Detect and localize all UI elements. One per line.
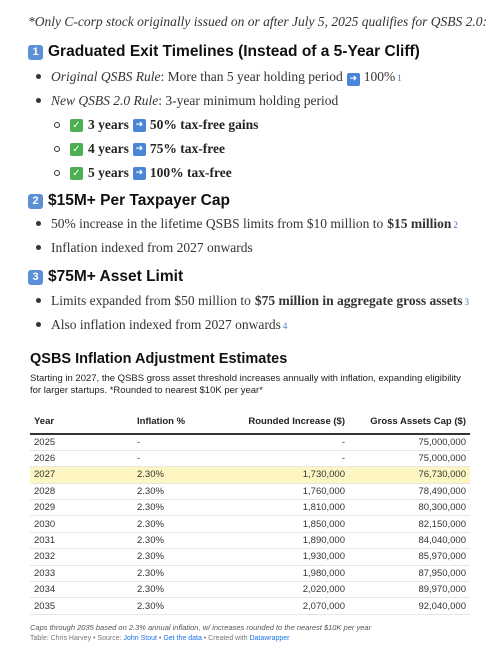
cell-inflation: 2.30%	[133, 500, 223, 516]
source-link[interactable]: John Stout	[123, 634, 157, 642]
cell-inflation: -	[133, 450, 223, 466]
keycap-2-icon: 2	[28, 194, 43, 209]
cell-year: 2030	[30, 516, 133, 532]
bullet-dot-icon	[36, 98, 41, 103]
cell-gross-assets-cap: 84,040,000	[349, 532, 470, 548]
cell-year: 2029	[30, 500, 133, 516]
right-arrow-icon: ➜	[133, 167, 146, 180]
table-row	[30, 467, 470, 483]
header-year[interactable]: Year	[30, 409, 133, 434]
section-3-heading	[28, 268, 183, 286]
cell-gross-assets-cap: 80,300,000	[349, 500, 470, 516]
check-mark-icon: ✓	[70, 143, 83, 156]
table-row	[30, 549, 470, 565]
section-2-title: $15M+ Per Taxpayer Cap	[48, 192, 230, 209]
table-row	[30, 483, 470, 499]
sub-bullet-3-years: ✓ 3 years ➜ 50% tax-free gains	[54, 117, 258, 133]
cell-year: 2028	[30, 483, 133, 499]
check-mark-icon: ✓	[70, 119, 83, 132]
section-3-title: $75M+ Asset Limit	[48, 268, 184, 285]
cell-rounded-increase: -	[223, 450, 349, 466]
cell-rounded-increase: 2,070,000	[223, 598, 349, 614]
cell-inflation: -	[133, 434, 223, 450]
cell-rounded-increase: 1,890,000	[223, 532, 349, 548]
inflation-table	[30, 409, 470, 615]
check-mark-icon: ✓	[70, 167, 83, 180]
footnote-ref-1[interactable]: 1	[397, 73, 402, 83]
table-header-row	[30, 409, 470, 434]
bullet-dot-icon	[36, 74, 41, 79]
cell-inflation: 2.30%	[133, 598, 223, 614]
bullet-dot-icon	[36, 245, 41, 250]
bullet-also-indexed: Also inflation indexed from 2027 onwards 4	[36, 317, 287, 333]
right-arrow-icon: ➜	[133, 119, 146, 132]
cell-year: 2035	[30, 598, 133, 614]
sub-bullet-ring-icon	[54, 122, 60, 128]
sub-bullet-4-years: ✓ 4 years ➜ 75% tax-free	[54, 141, 225, 157]
cell-year: 2031	[30, 532, 133, 548]
table-credits: Table: Chris Harvey • Source: John Stout • Get the data • Created with Datawrapper	[30, 634, 290, 642]
table-row	[30, 582, 470, 598]
table-row	[30, 516, 470, 532]
cell-rounded-increase: 1,810,000	[223, 500, 349, 516]
bullet-asset-limit: Limits expanded from $50 million to $75 million in aggregate gross assets 3	[36, 293, 469, 309]
cell-inflation: 2.30%	[133, 582, 223, 598]
datawrapper-link[interactable]: Datawrapper	[249, 634, 290, 642]
cell-gross-assets-cap: 87,950,000	[349, 565, 470, 581]
intro-note: *Only C-corp stock originally issued on or after July 5, 2025 qualifies for QSBS 2.0:	[28, 14, 487, 29]
keycap-1-icon: 1	[28, 45, 43, 60]
table-row	[30, 598, 470, 614]
datawrapper-table-block	[30, 351, 470, 642]
cell-rounded-increase: 1,730,000	[223, 467, 349, 483]
header-inflation[interactable]: Inflation %	[133, 409, 223, 434]
bullet-dot-icon	[36, 221, 41, 226]
right-arrow-icon: ➜	[347, 73, 360, 86]
bullet-dot-icon	[36, 298, 41, 303]
table-row	[30, 500, 470, 516]
footnote-ref-4[interactable]: 4	[282, 321, 288, 331]
table-row	[30, 532, 470, 548]
cell-rounded-increase: 1,760,000	[223, 483, 349, 499]
footnote-ref-2[interactable]: 2	[453, 220, 458, 230]
sub-bullet-ring-icon	[54, 170, 60, 176]
section-1-heading	[28, 43, 420, 61]
cell-rounded-increase: -	[223, 434, 349, 450]
table-row	[30, 434, 470, 450]
sub-bullet-5-years: ✓ 5 years ➜ 100% tax-free	[54, 165, 232, 181]
right-arrow-icon: ➜	[133, 143, 146, 156]
table-row	[30, 450, 470, 466]
cell-year: 2032	[30, 549, 133, 565]
cell-rounded-increase: 1,980,000	[223, 565, 349, 581]
cell-year: 2025	[30, 434, 133, 450]
header-rounded-increase[interactable]: Rounded Increase ($)	[223, 409, 349, 434]
cell-inflation: 2.30%	[133, 565, 223, 581]
bullet-original-rule: Original QSBS Rule : More than 5 year holding period ➜ 100% 1	[36, 69, 402, 86]
cell-year: 2033	[30, 565, 133, 581]
table-row	[30, 565, 470, 581]
table-title: QSBS Inflation Adjustment Estimates	[30, 351, 288, 367]
cell-gross-assets-cap: 85,970,000	[349, 549, 470, 565]
cell-gross-assets-cap: 78,490,000	[349, 483, 470, 499]
cell-inflation: 2.30%	[133, 467, 223, 483]
sub-bullet-ring-icon	[54, 146, 60, 152]
cell-inflation: 2.30%	[133, 549, 223, 565]
cell-rounded-increase: 1,930,000	[223, 549, 349, 565]
cell-gross-assets-cap: 89,970,000	[349, 582, 470, 598]
cell-year: 2034	[30, 582, 133, 598]
cell-gross-assets-cap: 76,730,000	[349, 467, 470, 483]
cell-rounded-increase: 2,020,000	[223, 582, 349, 598]
bullet-new-rule: New QSBS 2.0 Rule : 3-year minimum holding period	[36, 93, 338, 109]
footnote-ref-3[interactable]: 3	[464, 297, 469, 307]
cell-inflation: 2.30%	[133, 483, 223, 499]
cell-year: 2027	[30, 467, 133, 483]
cell-gross-assets-cap: 75,000,000	[349, 434, 470, 450]
keycap-3-icon: 3	[28, 270, 43, 285]
cell-gross-assets-cap: 75,000,000	[349, 450, 470, 466]
table-description: Starting in 2027, the QSBS gross asset threshold increases annually with inflation, expanding eligibility for larger startups. *Rounded to nearest $10K per year*	[30, 373, 461, 396]
section-1-title: Graduated Exit Timelines (Instead of a 5-Year Cliff)	[48, 43, 420, 60]
table-footnote: Caps through 2035 based on 2.3% annual inflation, w/ increases rounded to the nearest $10K per year	[30, 622, 372, 632]
cell-year: 2026	[30, 450, 133, 466]
cell-gross-assets-cap: 82,150,000	[349, 516, 470, 532]
cell-rounded-increase: 1,850,000	[223, 516, 349, 532]
section-2-heading	[28, 192, 230, 210]
bullet-inflation-indexed: Inflation indexed from 2027 onwards	[36, 240, 253, 256]
get-data-link[interactable]: Get the data	[163, 634, 202, 642]
cell-inflation: 2.30%	[133, 532, 223, 548]
cell-gross-assets-cap: 92,040,000	[349, 598, 470, 614]
header-gross-assets-cap[interactable]: Gross Assets Cap ($)	[349, 409, 470, 434]
bullet-taxpayer-limit: 50% increase in the lifetime QSBS limits from $10 million to $15 million 2	[36, 216, 458, 232]
bullet-dot-icon	[36, 322, 41, 327]
cell-inflation: 2.30%	[133, 516, 223, 532]
